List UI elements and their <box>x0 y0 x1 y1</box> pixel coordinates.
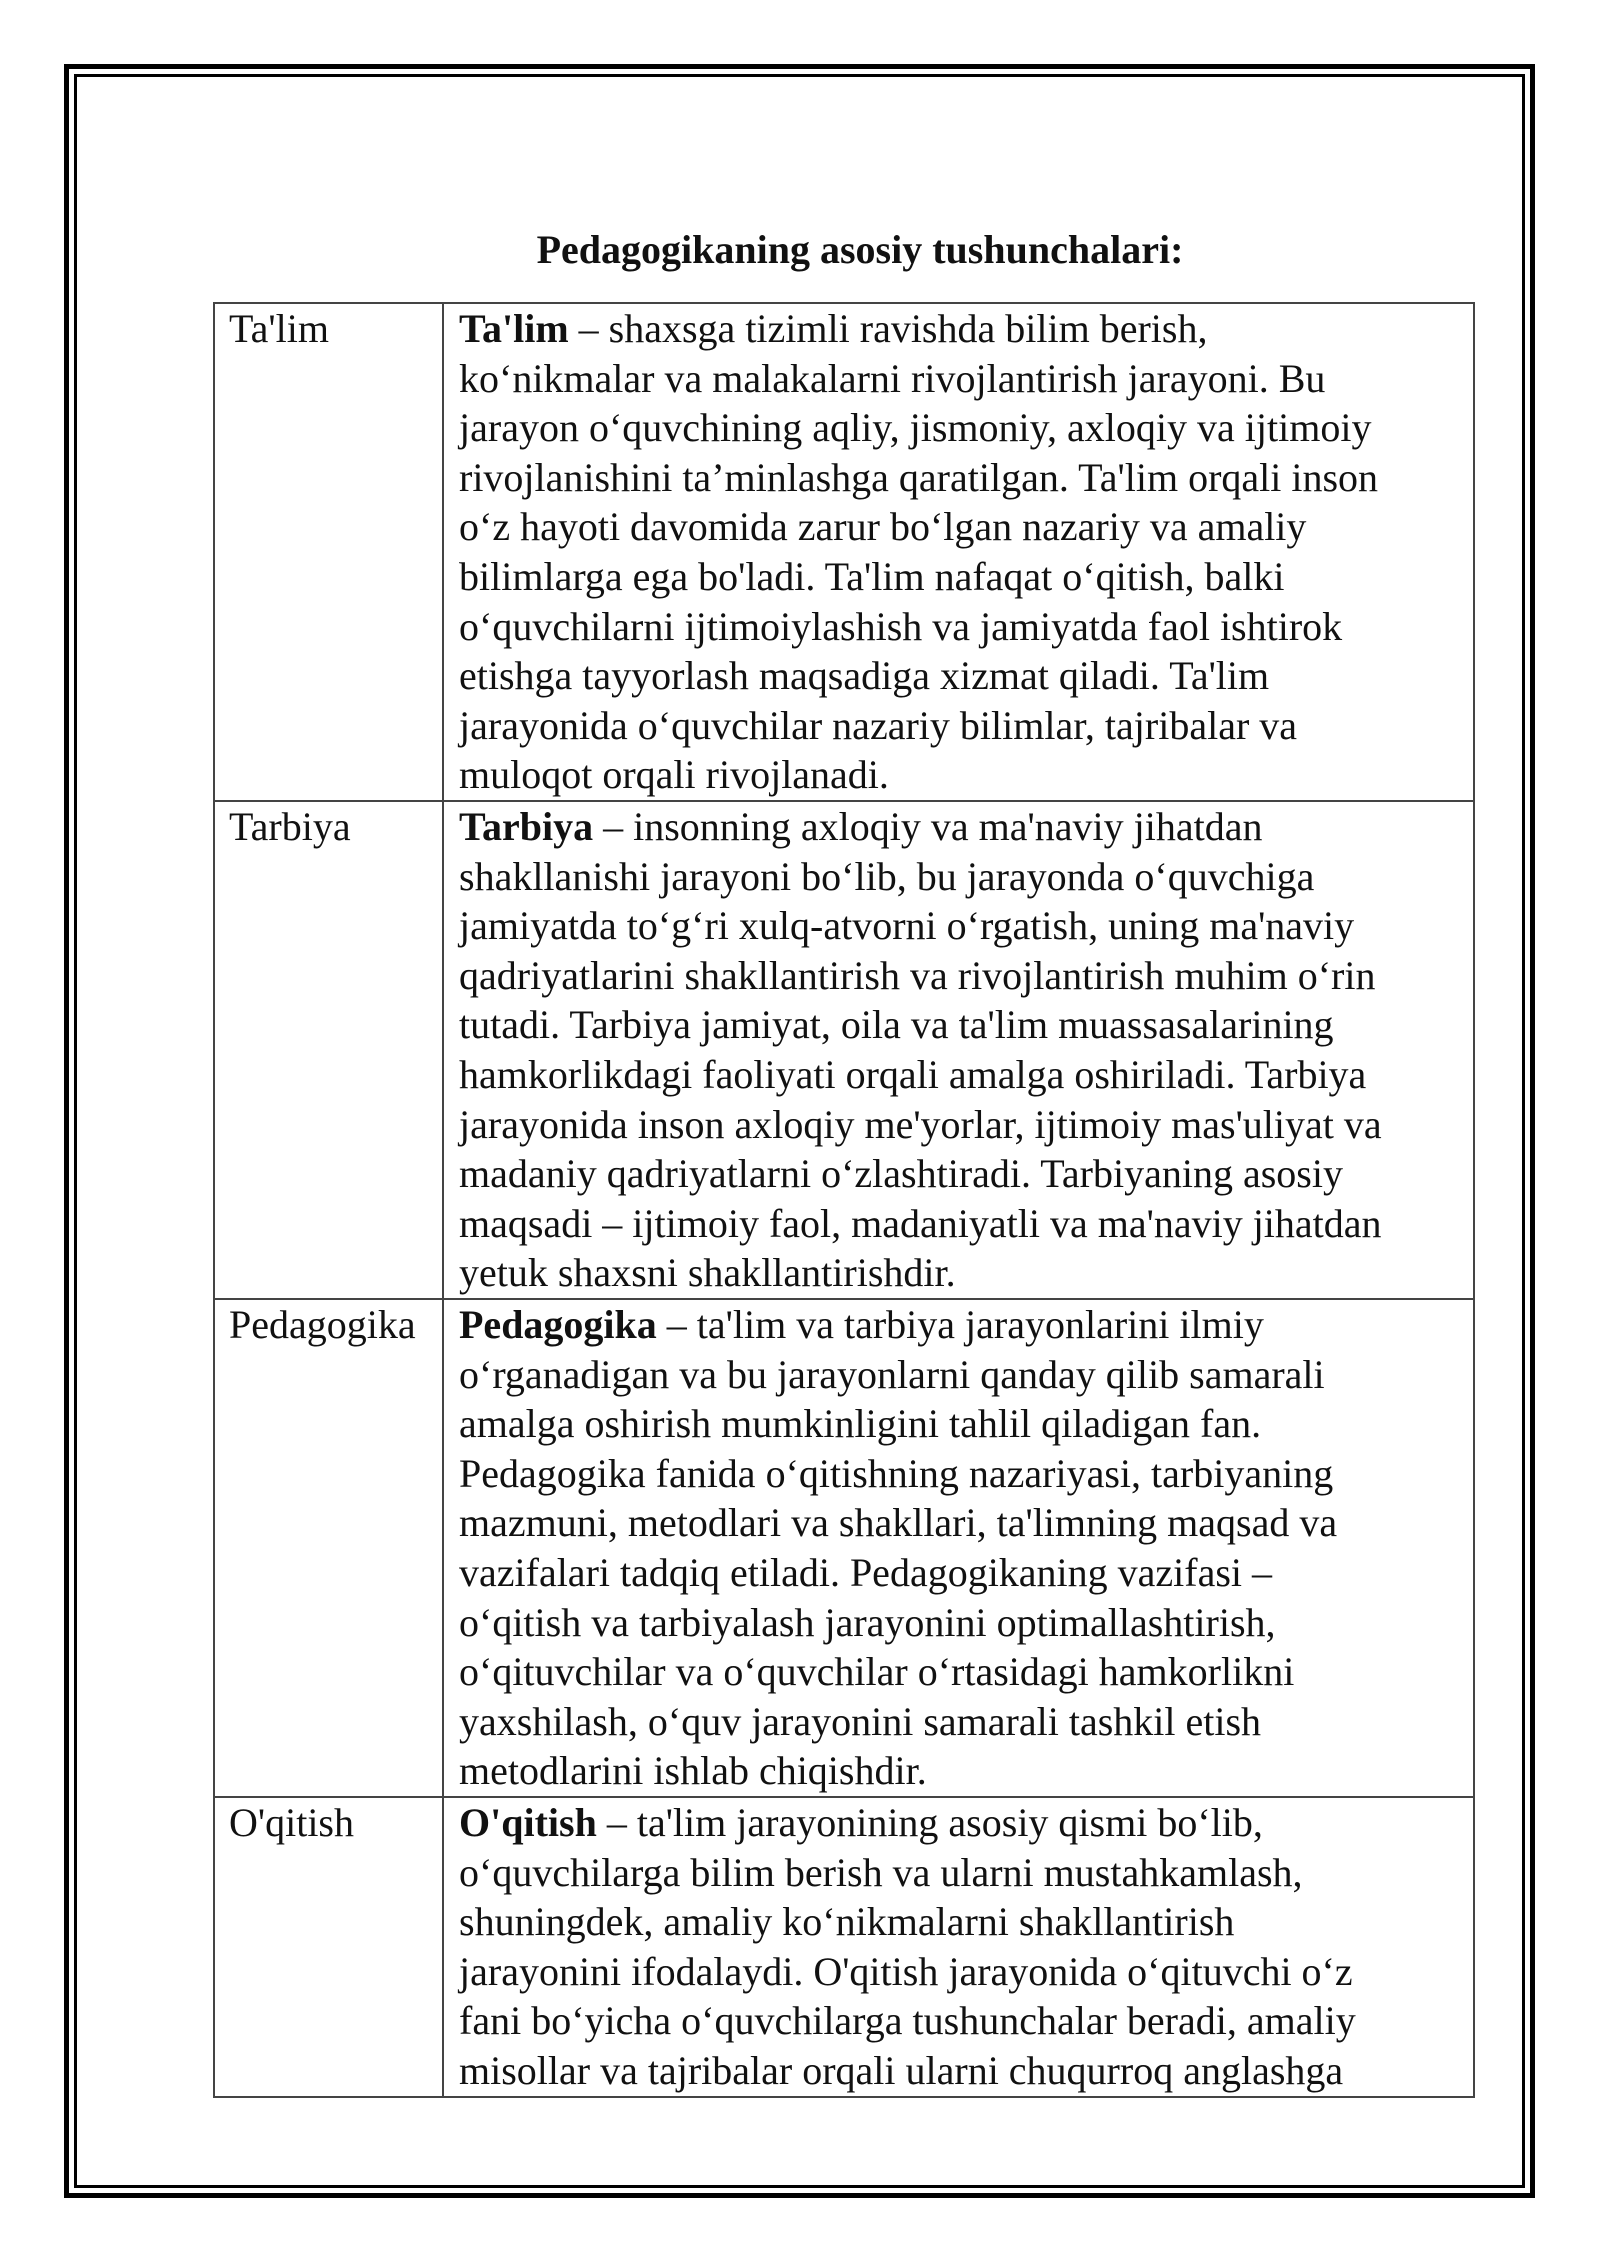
definition-line: oʻz hayoti davomida zarur boʻlgan nazariy va amaliy <box>459 504 1307 550</box>
definition-line: yaxshilash, oʻquv jarayonini samarali tashkil etish <box>459 1698 1262 1744</box>
definition-line: jarayon oʻquvchining aqliy, jismoniy, axloqiy va ijtimoiy <box>459 405 1372 451</box>
definition-line: fani boʻyicha oʻquvchilarga tushunchalar beradi, amaliy <box>459 1998 1356 2044</box>
definition-line: muloqot orqali rivojlanadi. <box>459 752 889 798</box>
term-cell <box>214 801 443 1299</box>
definition-line: jarayonida oʻquvchilar nazariy bilimlar, tajribalar va <box>459 702 1298 748</box>
definition-line: yetuk shaxsni shakllantirishdir. <box>459 1250 956 1296</box>
definition-line: madaniy qadriyatlarni oʻzlashtiradi. Tarbiyaning asosiy <box>459 1151 1343 1197</box>
definition-line: misollar va tajribalar orqali ularni chuqurroq anglashga <box>459 2047 1344 2093</box>
definition-line: qadriyatlarini shakllantirish va rivojlantirish muhim oʻrin <box>459 952 1376 998</box>
term-cell <box>214 1797 443 2097</box>
definition-line: jarayonida inson axloqiy me'yorlar, ijtimoiy mas'uliyat va <box>459 1101 1382 1147</box>
definition-text: – ta'lim va tarbiya jarayonlarini ilmiy <box>656 1302 1264 1347</box>
definition-line: jarayonini ifodalaydi. O'qitish jarayonida oʻqituvchi oʻz <box>459 1948 1353 1994</box>
table-row <box>214 801 1474 1299</box>
definition-line: jamiyatda toʻgʻri xulq-atvorni oʻrgatish, uning ma'naviy <box>459 903 1355 949</box>
term-cell <box>214 303 443 801</box>
definition-line: amalga oshirish mumkinligini tahlil qiladigan fan. <box>459 1401 1262 1447</box>
definition-cell <box>443 303 1474 801</box>
table-row <box>214 1797 1474 2097</box>
definition-line: hamkorlikdagi faoliyati orqali amalga oshiriladi. Tarbiya <box>459 1051 1367 1097</box>
term-label: Pedagogika <box>229 1302 416 1347</box>
definition-line: tutadi. Tarbiya jamiyat, oila va ta'lim muassasalarining <box>459 1002 1334 1048</box>
concepts-table <box>213 302 1475 2098</box>
term-label: Ta'lim <box>229 306 329 351</box>
definition-cell <box>443 1797 1474 2097</box>
definition-cell <box>443 801 1474 1299</box>
definition-cell <box>443 1299 1474 1797</box>
definition-term: Tarbiya <box>459 804 594 849</box>
definition-line: shakllanishi jarayoni boʻlib, bu jarayonda oʻquvchiga <box>459 853 1315 899</box>
term-label: Tarbiya <box>229 804 351 849</box>
definition-term: O'qitish <box>459 1800 597 1845</box>
definition-line: metodlarini ishlab chiqishdir. <box>459 1748 927 1794</box>
term-label: O'qitish <box>229 1800 354 1845</box>
document-title: Pedagogikaning asosiy tushunchalari: <box>536 227 1184 272</box>
definition-line: oʻqituvchilar va oʻquvchilar oʻrtasidagi hamkorlikni <box>459 1649 1295 1695</box>
definition-line: shuningdek, amaliy koʻnikmalarni shakllantirish <box>459 1899 1235 1945</box>
definition-line: rivojlanishini ta’minlashga qaratilgan. Ta'lim orqali inson <box>459 454 1379 500</box>
definition-text: – insonning axloqiy va ma'naviy jihatdan <box>593 804 1263 849</box>
definition-line: oʻrganadigan va bu jarayonlarni qanday qilib samarali <box>459 1351 1325 1397</box>
definition-line <box>459 1300 1463 1350</box>
definition-line <box>459 802 1463 852</box>
definition-line: oʻqitish va tarbiyalash jarayonini optimallashtirish, <box>459 1599 1276 1645</box>
definition-text: – shaxsga tizimli ravishda bilim berish, <box>568 306 1208 351</box>
definition-term: Ta'lim <box>459 306 569 351</box>
definition-line: vazifalari tadqiq etiladi. Pedagogikaning vazifasi – <box>459 1549 1273 1595</box>
term-cell <box>214 1299 443 1797</box>
definition-line: etishga tayyorlash maqsadiga xizmat qiladi. Ta'lim <box>459 653 1270 699</box>
definition-line: maqsadi – ijtimoiy faol, madaniyatli va ma'naviy jihatdan <box>459 1200 1382 1246</box>
definition-line: koʻnikmalar va malakalarni rivojlantirish jarayoni. Bu <box>459 355 1326 401</box>
definition-line <box>459 1798 1463 1848</box>
definition-text: – ta'lim jarayonining asosiy qismi boʻlib, <box>596 1800 1263 1845</box>
table-row <box>214 1299 1474 1797</box>
definition-line: oʻquvchilarni ijtimoiylashish va jamiyatda faol ishtirok <box>459 603 1343 649</box>
definition-line <box>459 304 1463 354</box>
definition-term: Pedagogika <box>459 1302 657 1347</box>
definition-line: bilimlarga ega bo'ladi. Ta'lim nafaqat oʻqitish, balki <box>459 553 1285 599</box>
definition-line: oʻquvchilarga bilim berish va ularni mustahkamlash, <box>459 1849 1303 1895</box>
table-row <box>214 303 1474 801</box>
definition-line: Pedagogika fanida oʻqitishning nazariyasi, tarbiyaning <box>459 1450 1334 1496</box>
definition-line: mazmuni, metodlari va shakllari, ta'limning maqsad va <box>459 1500 1338 1546</box>
